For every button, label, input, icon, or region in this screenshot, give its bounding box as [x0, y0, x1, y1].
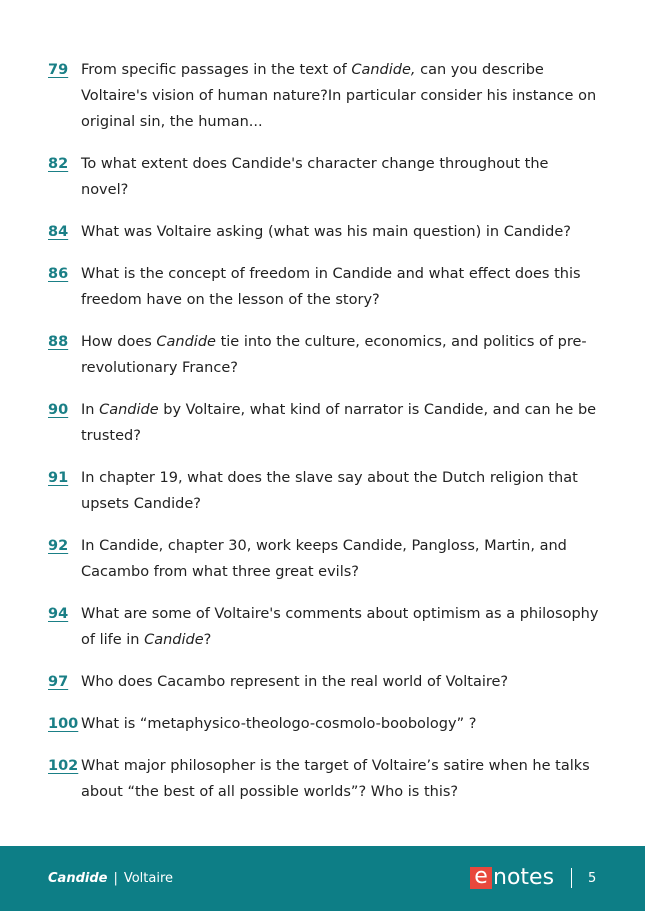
question-number-link[interactable]: 86 [48, 266, 69, 282]
question-text-segment: ? [203, 632, 212, 648]
question-item [48, 465, 608, 517]
question-text [81, 219, 608, 245]
question-item [48, 753, 608, 805]
question-list [48, 57, 608, 805]
question-number-link[interactable]: 84 [48, 224, 69, 240]
question-text-segment: by Voltaire, what kind of narrator is Candide, and can he be trusted? [81, 402, 597, 444]
footer-divider [571, 868, 572, 888]
question-text-segment: To what extent does Candide's character change throughout the novel? [81, 156, 549, 198]
question-text-segment: can you describe Voltaire's vision of human nature?In particular consider his instance on original sin, the human... [81, 62, 597, 130]
logo-wordmark: notes [493, 865, 555, 890]
question-text-segment: Who does Cacambo represent in the real world of Voltaire? [81, 674, 509, 690]
question-text-segment: What was Voltaire asking (what was his main question) in Candide? [81, 224, 571, 240]
question-text-segment: What is “metaphysico-theologo-cosmolo-boobology” ? [81, 716, 477, 732]
question-text [81, 329, 608, 381]
question-text-segment: From specific passages in the text of [81, 62, 352, 78]
footer-separator: | [113, 871, 118, 886]
question-text-segment: tie into the culture, economics, and politics of pre-revolutionary France? [81, 334, 587, 376]
question-number-link[interactable]: 97 [48, 674, 69, 690]
question-text-italic: Candide [99, 402, 159, 418]
question-text [81, 57, 608, 135]
question-item [48, 601, 608, 653]
question-text [81, 465, 608, 517]
question-item [48, 57, 608, 135]
question-item [48, 669, 608, 695]
question-item [48, 151, 608, 203]
question-text [81, 261, 608, 313]
question-text-segment: What are some of Voltaire's comments about optimism as a philosophy of life in [81, 606, 599, 648]
question-item [48, 261, 608, 313]
question-text-segment: How does [81, 334, 157, 350]
question-text [81, 601, 608, 653]
footer-book-title: Candide [48, 871, 108, 886]
question-text-segment: What is the concept of freedom in Candide and what effect does this freedom have on the lesson of the story? [81, 266, 581, 308]
page-number: 5 [588, 871, 597, 886]
question-number-link[interactable]: 82 [48, 156, 69, 172]
question-number-link[interactable]: 88 [48, 334, 69, 350]
footer-bar [0, 846, 645, 911]
question-number-link[interactable]: 102 [48, 758, 79, 774]
question-text-segment: In [81, 402, 100, 418]
question-text [81, 397, 608, 449]
question-number-link[interactable]: 92 [48, 538, 69, 554]
question-text [81, 711, 608, 737]
question-item [48, 397, 608, 449]
question-text-italic: Candide [156, 334, 216, 350]
question-text-segment: What major philosopher is the target of Voltaire’s satire when he talks about “the best of all possible worlds”? Who is this? [81, 758, 590, 800]
footer-author: Voltaire [123, 871, 174, 886]
question-number-link[interactable]: 91 [48, 470, 69, 486]
enotes-logo[interactable] [470, 866, 554, 890]
question-number-link[interactable]: 100 [48, 716, 79, 732]
question-text-segment: In Candide, chapter 30, work keeps Candide, Pangloss, Martin, and Cacambo from what three great evils? [81, 538, 567, 580]
question-item [48, 533, 608, 585]
question-text [81, 151, 608, 203]
question-text-italic: Candide, [351, 62, 416, 78]
question-text [81, 669, 608, 695]
question-item [48, 711, 608, 737]
footer-book-info [48, 871, 173, 887]
logo-e-mark: e [470, 867, 492, 889]
question-text-italic: Candide [144, 632, 204, 648]
question-item [48, 329, 608, 381]
question-text [81, 533, 608, 585]
question-text [81, 753, 608, 805]
question-number-link[interactable]: 94 [48, 606, 69, 622]
question-text-segment: In chapter 19, what does the slave say about the Dutch religion that upsets Candide? [81, 470, 578, 512]
question-number-link[interactable]: 90 [48, 402, 69, 418]
question-item [48, 219, 608, 245]
question-number-link[interactable]: 79 [48, 62, 69, 78]
